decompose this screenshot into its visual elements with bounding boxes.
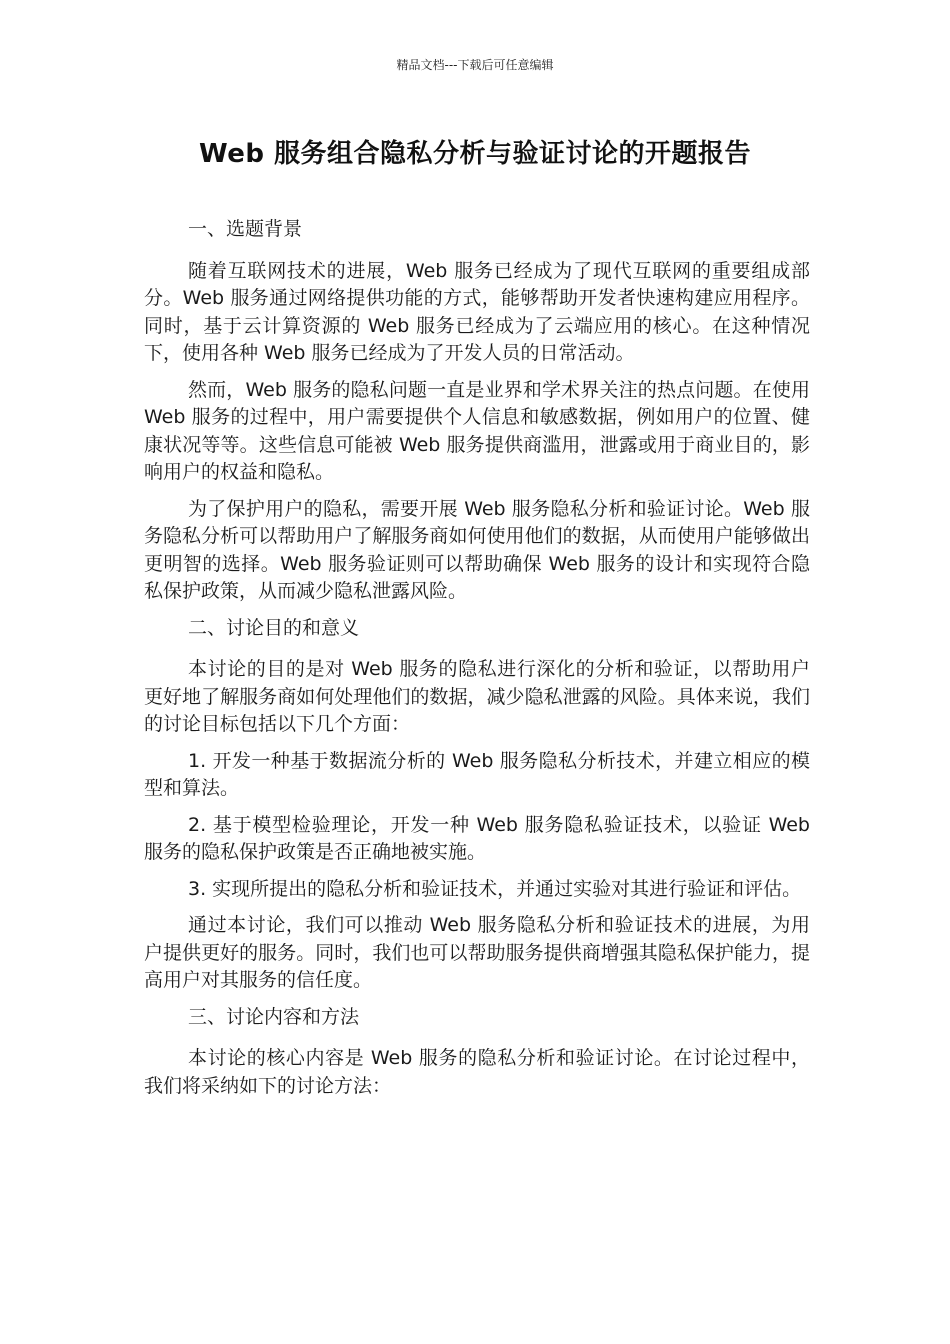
list-item: 1. 开发一种基于数据流分析的 Web 服务隐私分析技术，并建立相应的模型和算法。 — [144, 749, 810, 799]
section-heading-1: 一、选题背景 — [188, 218, 303, 240]
list-item: 3. 实现所提出的隐私分析和验证技术，并通过实验对其进行验证和评估。 — [188, 877, 802, 900]
document-body — [144, 216, 810, 1109]
header-note: 精品文档---下载后可任意编辑 — [396, 58, 554, 72]
paragraph: 然而，Web 服务的隐私问题一直是业界和学术界关注的热点问题。在使用 Web 服务的过程中，用户需要提供个人信息和敏感数据，例如用户的位置、健康状况等等。这些信息可能被 Web 服务提供商滥用，泄露或用于商业目的，影响用户的权益和隐私。 — [144, 378, 810, 483]
section-heading-2: 二、讨论目的和意义 — [188, 616, 360, 639]
paragraph: 为了保护用户的隐私，需要开展 Web 服务隐私分析和验证讨论。Web 服务隐私分析可以帮助用户了解服务商如何使用他们的数据，从而使用户能够做出更明智的选择。Web 服务验证则可以帮助确保 Web 服务的设计和实现符合隐私保护政策，从而减少隐私泄露风险。 — [144, 497, 810, 602]
paragraph: 本讨论的核心内容是 Web 服务的隐私分析和验证讨论。在讨论过程中，我们将采纳如下的讨论方法： — [144, 1047, 810, 1097]
section-heading-3: 三、讨论内容和方法 — [188, 1005, 360, 1028]
paragraph: 随着互联网技术的进展，Web 服务已经成为了现代互联网的重要组成部分。Web 服务通过网络提供功能的方式，能够帮助开发者快速构建应用程序。同时，基于云计算资源的 Web 服务已经成为了云端应用的核心。在这种情况下，使用各种 Web 服务已经成为了开发人员的日常活动。 — [144, 259, 810, 364]
list-item: 2. 基于模型检验理论，开发一种 Web 服务隐私验证技术，以验证 Web 服务的隐私保护政策是否正确地被实施。 — [144, 813, 810, 863]
paragraph: 通过本讨论，我们可以推动 Web 服务隐私分析和验证技术的进展，为用户提供更好的服务。同时，我们也可以帮助服务提供商增强其隐私保护能力，提高用户对其服务的信任度。 — [144, 914, 810, 991]
paragraph: 本讨论的目的是对 Web 服务的隐私进行深化的分析和验证，以帮助用户更好地了解服务商如何处理他们的数据，减少隐私泄露的风险。具体来说，我们的讨论目标包括以下几个方面： — [144, 658, 810, 735]
document-title: Web 服务组合隐私分析与验证讨论的开题报告 — [198, 139, 752, 169]
